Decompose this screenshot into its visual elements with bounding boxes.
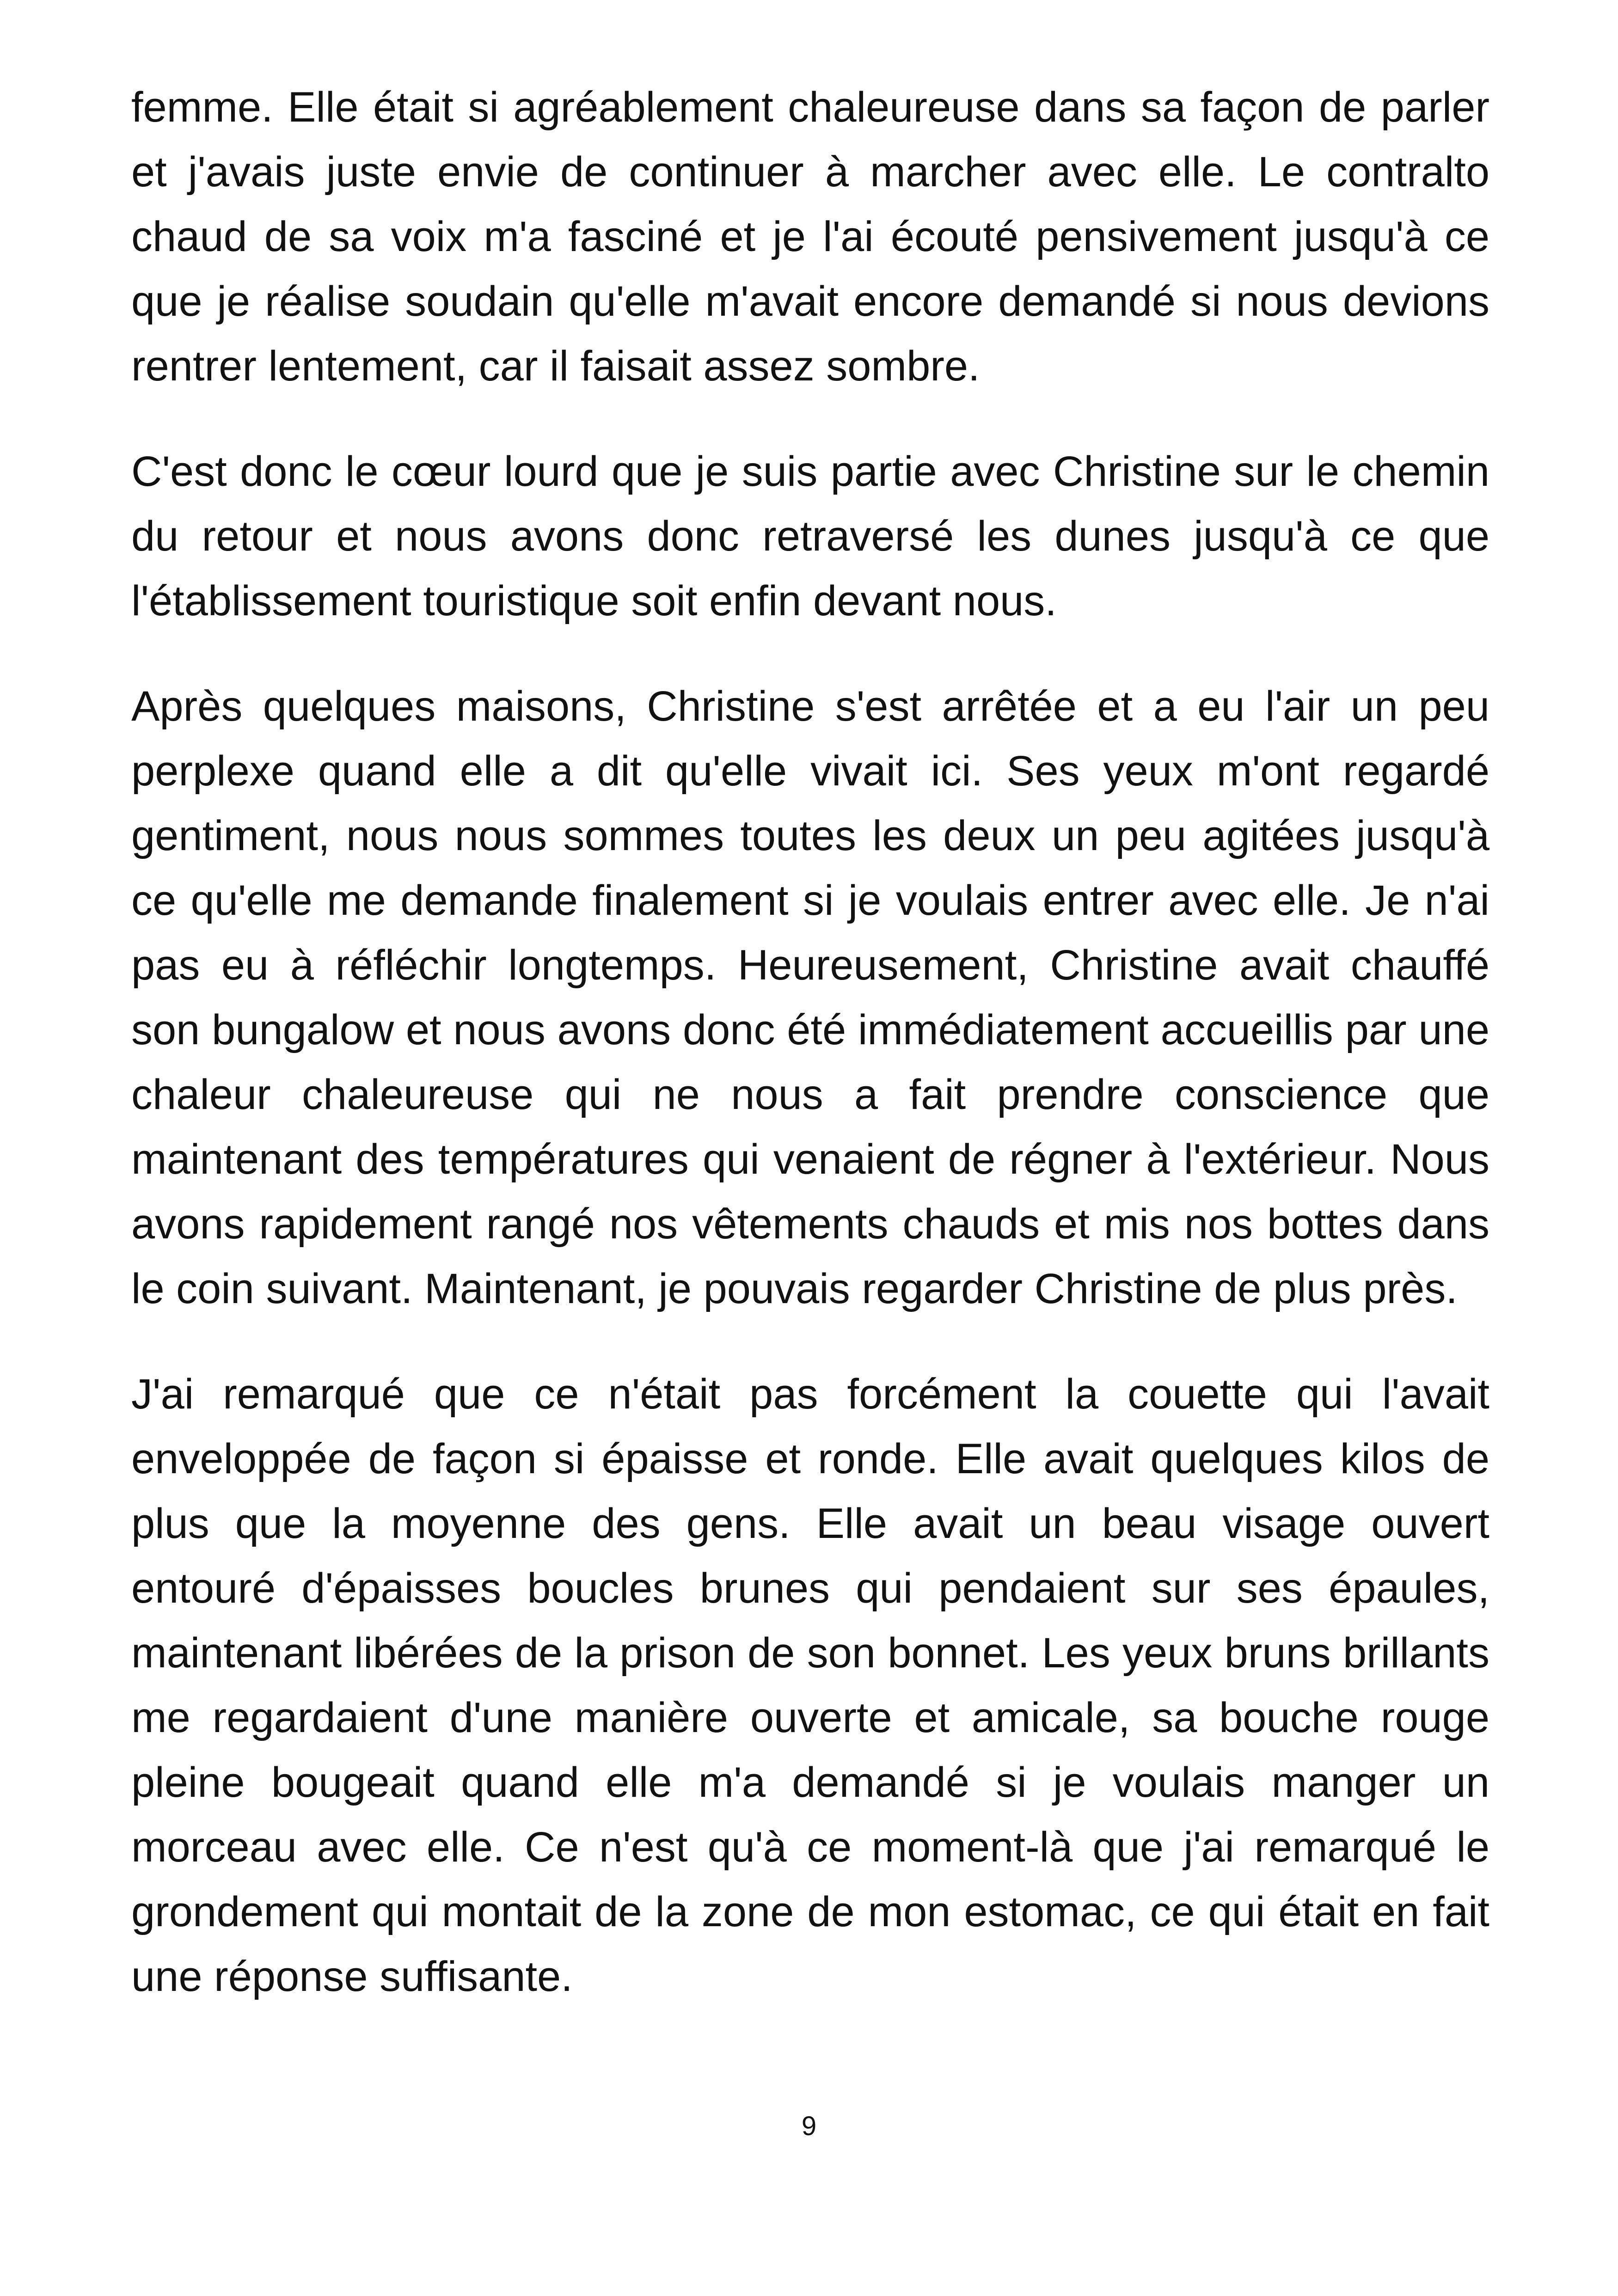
paragraph-4: J'ai remarqué que ce n'était pas forcément la couette qui l'avait enveloppée de façon si épaisse et ronde. Elle avait quelques kilos de plus que la moyenne des gens. Elle avait un beau visage ouvert entouré d'épaisses boucles brunes qui pendaient sur ses épaules, maintenant libérées de la prison de son bonnet. Les yeux bruns brillants me regardaient d'une manière ouverte et amicale, sa bouche rouge pleine bougeait quand elle m'a demandé si je voulais manger un morceau avec elle. Ce n'est qu'à ce moment-là que j'ai remarqué le grondement qui montait de la zone de mon estomac, ce qui était en fait une réponse suffisante. xyxy=(131,1371,1489,2000)
page-number: 9 xyxy=(801,2111,817,2141)
paragraph-1: femme. Elle était si agréablement chaleureuse dans sa façon de parler et j'avais juste envie de continuer à marcher avec elle. Le contralto chaud de sa voix m'a fasciné et je l'ai écouté pensivement jusqu'à ce que je réalise soudain qu'elle m'avait encore demandé si nous devions rentrer lentement, car il faisait assez sombre. xyxy=(131,84,1489,390)
paragraph-3: Après quelques maisons, Christine s'est arrêtée et a eu l'air un peu perplexe quand elle a dit qu'elle vivait ici. Ses yeux m'ont regardé gentiment, nous nous sommes toutes les deux un peu agitées jusqu'à ce qu'elle me demande finalement si je voulais entrer avec elle. Je n'ai pas eu à réfléchir longtemps. Heureusement, Christine avait chauffé son bungalow et nous avons donc été immédiatement accueillis par une chaleur chaleureuse qui ne nous a fait prendre conscience que maintenant des températures qui venaient de régner à l'extérieur. Nous avons rapidement rangé nos vêtements chauds et mis nos bottes dans le coin suivant. Maintenant, je pouvais regarder Christine de plus près. xyxy=(131,683,1489,1312)
body-text xyxy=(131,75,1489,2009)
paragraph-2: C'est donc le cœur lourd que je suis partie avec Christine sur le chemin du retour et nous avons donc retraversé les dunes jusqu'à ce que l'établissement touristique soit enfin devant nous. xyxy=(131,448,1489,625)
